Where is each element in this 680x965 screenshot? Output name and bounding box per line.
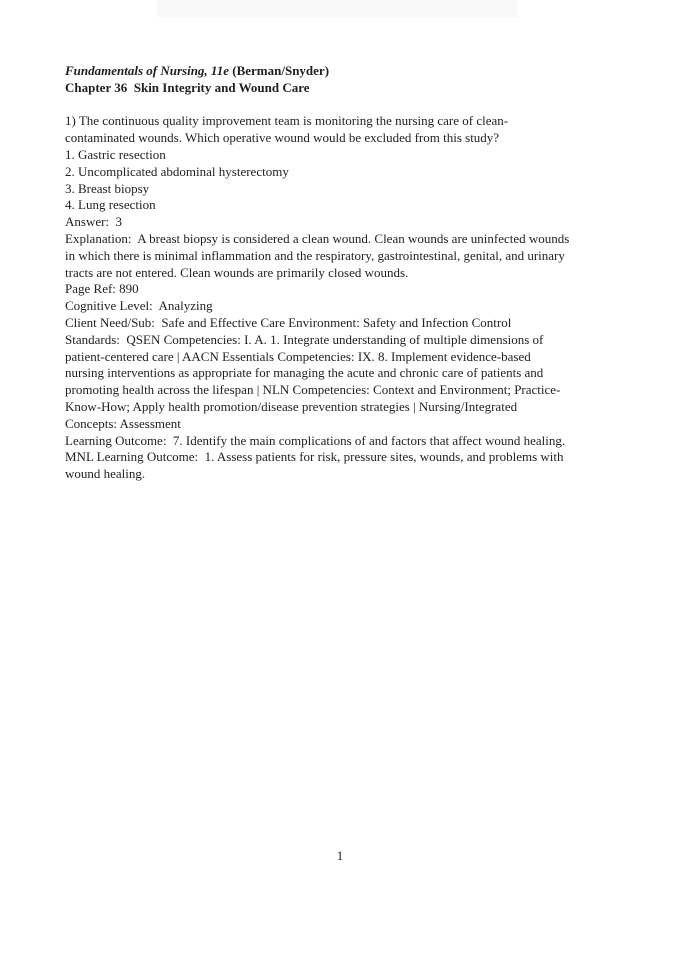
answer-options (65, 147, 640, 214)
question-stem (65, 113, 640, 147)
answer-line: Answer: 3 (65, 214, 123, 230)
page-ref-line: Page Ref: 890 (65, 281, 139, 297)
chapter-title: Chapter 36 Skin Integrity and Wound Care (65, 79, 310, 95)
text-line: 3. Breast biopsy (65, 180, 150, 196)
book-title: Fundamentals of Nursing, 11e (65, 63, 229, 78)
text-line: 1. Gastric resection (65, 146, 166, 162)
book-title-line (65, 63, 640, 80)
text-line: Standards: QSEN Competencies: I. A. 1. Integrate understanding of multiple dimensions of (65, 331, 544, 347)
text-line: promoting health across the lifespan | NLN Competencies: Context and Environment; Practice- (65, 382, 561, 398)
text-line: patient-centered care | AACN Essentials Competencies: IX. 8. Implement evidence-based (65, 348, 531, 364)
text-line: 1) The continuous quality improvement team is monitoring the nursing care of clean- (65, 113, 509, 129)
cognitive-level-line: Cognitive Level: Analyzing (65, 298, 213, 314)
text-line: MNL Learning Outcome: 1. Assess patients for risk, pressure sites, wounds, and problems with (65, 449, 564, 465)
page-number: 1 (336, 848, 344, 863)
book-authors: (Berman/Snyder) (229, 63, 330, 78)
text-line: contaminated wounds. Which operative wound would be excluded from this study? (65, 130, 500, 146)
text-line: Know-How; Apply health promotion/disease prevention strategies | Nursing/Integrated (65, 398, 518, 414)
document-content (65, 63, 640, 483)
text-line: Explanation: A breast biopsy is considered a clean wound. Clean wounds are uninfected wounds (65, 230, 570, 246)
text-line: Concepts: Assessment (65, 415, 181, 431)
text-line: wound healing. (65, 466, 146, 482)
explanation-block (65, 231, 640, 281)
mnl-outcome-block (65, 449, 640, 483)
client-need-line: Client Need/Sub: Safe and Effective Care Environment: Safety and Infection Control (65, 314, 512, 330)
text-line: tracts are not entered. Clean wounds are primarily closed wounds. (65, 264, 409, 280)
page-footer (0, 848, 680, 865)
text-line: nursing interventions as appropriate for managing the acute and chronic care of patients and (65, 365, 544, 381)
text-line: in which there is minimal inflammation and the respiratory, gastrointestinal, genital, and urinary (65, 247, 565, 263)
scan-artifact-bar (157, 0, 518, 17)
text-line: 2. Uncomplicated abdominal hysterectomy (65, 163, 289, 179)
learning-outcome-line: Learning Outcome: 7. Identify the main complications of and factors that affect wound healing. (65, 432, 566, 448)
standards-block (65, 332, 640, 433)
text-line: 4. Lung resection (65, 197, 156, 213)
spacer (65, 97, 640, 114)
